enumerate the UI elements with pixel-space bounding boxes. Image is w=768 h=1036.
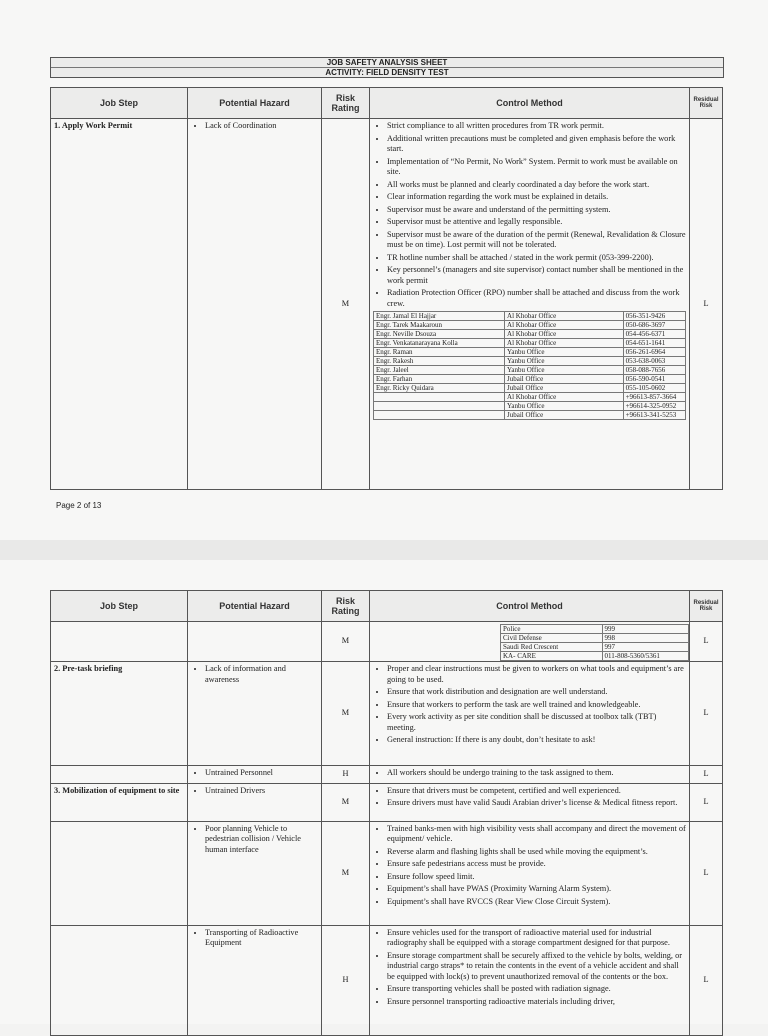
contact-cell: Engr. Rakesh — [374, 357, 505, 366]
contact-cell: 056-351-9426 — [623, 312, 685, 321]
contact-cell: Engr. Raman — [374, 348, 505, 357]
contact-cell: Engr. Ricky Quidara — [374, 384, 505, 393]
activity-title: ACTIVITY: FIELD DENSITY TEST — [325, 68, 449, 77]
contact-row — [374, 411, 686, 420]
control-method-cell — [370, 622, 690, 662]
residual-risk-cell: L — [690, 119, 723, 490]
hazard-cell — [188, 783, 322, 821]
residual-risk-cell: L — [690, 662, 723, 766]
risk-rating-cell: M — [322, 622, 370, 662]
control-item: • Ensure that workers to perform the task are well trained and knowledgeable. — [387, 700, 686, 711]
sheet-title-block — [50, 57, 724, 78]
control-item: • Equipment’s shall have RVCCS (Rear View Close Circuit System). — [387, 897, 686, 908]
col-job-step: Job Step — [51, 591, 188, 622]
document-page-2 — [0, 560, 768, 1024]
contact-cell: Al Khobar Office — [505, 321, 624, 330]
contact-cell: 054-456-6371 — [623, 330, 685, 339]
job-step-cell: 1. Apply Work Permit — [51, 119, 188, 490]
contact-row — [374, 312, 686, 321]
residual-risk-cell: L — [690, 766, 723, 784]
hazard-item: • Untrained Drivers — [205, 786, 318, 797]
control-method-cell — [370, 783, 690, 821]
control-item: • Trained banks-men with high visibility vests shall accompany and direct the movement of equipment/ vehicle. — [387, 824, 686, 845]
contact-cell: Engr. Neville Dsouza — [374, 330, 505, 339]
contact-cell: 053-638-0063 — [623, 357, 685, 366]
col-risk-rating: Risk Rating — [322, 591, 370, 622]
residual-risk-cell: L — [690, 622, 723, 662]
control-method-cell — [370, 662, 690, 766]
control-method-cell — [370, 766, 690, 784]
table-header-row — [51, 88, 723, 119]
control-item: • Implementation of “No Permit, No Work” System. Permit to work must be available on site. — [387, 157, 686, 178]
control-item: • Proper and clear instructions must be given to workers on what tools and equipment’s are going to be used. — [387, 664, 686, 685]
hazard-cell — [188, 925, 322, 1035]
control-item: • All workers should be undergo training to the task assigned to them. — [387, 768, 686, 779]
job-step-cell: 3. Mobilization of equipment to site — [51, 783, 188, 821]
control-list — [373, 786, 686, 809]
contact-row — [374, 321, 686, 330]
contact-cell: 056-590-0541 — [623, 375, 685, 384]
page-number: Page 2 of 13 — [56, 501, 102, 510]
contact-cell: +96614-325-0952 — [623, 402, 685, 411]
contact-row — [374, 330, 686, 339]
control-item: • Ensure that drivers must be competent, certified and well experienced. — [387, 786, 686, 797]
hazard-cell — [188, 662, 322, 766]
contact-cell: +96613-857-3664 — [623, 393, 685, 402]
hazard-item: • Lack of Coordination — [205, 121, 318, 132]
col-control-method: Control Method — [370, 591, 690, 622]
sheet-title: JOB SAFETY ANALYSIS SHEET — [51, 58, 723, 68]
contact-cell: Yanbu Office — [505, 366, 624, 375]
contact-cell: Engr. Jamal El Hajjar — [374, 312, 505, 321]
control-method-cell — [370, 925, 690, 1035]
contact-row — [374, 375, 686, 384]
contact-cell — [374, 393, 505, 402]
emergency-contacts-table — [500, 624, 689, 661]
table-row — [51, 783, 723, 821]
contact-cell: Jubail Office — [505, 375, 624, 384]
risk-rating-cell: H — [322, 925, 370, 1035]
contact-cell: Al Khobar Office — [505, 339, 624, 348]
contact-cell: Yanbu Office — [505, 402, 624, 411]
control-item: • Every work activity as per site condition shall be discussed at toolbox talk (TBT) meeting. — [387, 712, 686, 733]
page-gap — [0, 540, 768, 560]
contact-row — [501, 643, 689, 652]
control-list — [373, 928, 686, 1008]
job-step-cell — [51, 766, 188, 784]
jsa-table-page-2 — [50, 590, 723, 1036]
control-item: • Strict compliance to all written procedures from TR work permit. — [387, 121, 686, 132]
contact-row — [374, 339, 686, 348]
control-method-cell — [370, 119, 690, 490]
contact-cell — [374, 402, 505, 411]
job-step-cell: 2. Pre-task briefing — [51, 662, 188, 766]
control-list — [373, 664, 686, 746]
contact-cell: Jubail Office — [505, 411, 624, 420]
col-potential-hazard: Potential Hazard — [188, 88, 322, 119]
control-item: • Ensure vehicles used for the transport of radioactive material used for industrial radiography shall be equipped with a storage compartment designed for that purpose. — [387, 928, 686, 949]
risk-rating-cell: M — [322, 119, 370, 490]
control-item: • Radiation Protection Officer (RPO) number shall be attached and discuss from the work crew. — [387, 288, 686, 309]
contact-cell: Engr. Farhan — [374, 375, 505, 384]
contact-cell: 999 — [602, 625, 688, 634]
control-item: • General instruction: If there is any doubt, don’t hesitate to ask! — [387, 735, 686, 746]
residual-risk-cell: L — [690, 821, 723, 925]
contact-row — [374, 393, 686, 402]
residual-risk-cell: L — [690, 783, 723, 821]
hazard-cell — [188, 821, 322, 925]
control-item: • Ensure transporting vehicles shall be posted with radiation signage. — [387, 984, 686, 995]
contact-cell: 058-088-7656 — [623, 366, 685, 375]
col-risk-rating: Risk Rating — [322, 88, 370, 119]
table-row — [51, 925, 723, 1035]
contact-cell: Al Khobar Office — [505, 330, 624, 339]
control-item: • Key personnel’s (managers and site supervisor) contact number shall be mentioned in the work permit — [387, 265, 686, 286]
jsa-table-page-1 — [50, 87, 723, 490]
contact-row — [374, 402, 686, 411]
control-list — [373, 824, 686, 908]
hazard-cell — [188, 766, 322, 784]
contact-row — [374, 357, 686, 366]
control-item: • Supervisor must be attentive and legally responsible. — [387, 217, 686, 228]
control-item: • Additional written precautions must be completed and given emphasis before the work start. — [387, 134, 686, 155]
hazard-item: • Lack of information and awareness — [205, 664, 318, 685]
col-control-method: Control Method — [370, 88, 690, 119]
job-step-cell — [51, 821, 188, 925]
contact-cell: Engr. Venkatanarayana Kolla — [374, 339, 505, 348]
control-item: • Ensure personnel transporting radioactive materials including driver, — [387, 997, 686, 1008]
contacts-table — [373, 311, 686, 420]
hazard-cell — [188, 622, 322, 662]
control-item: • Clear information regarding the work must be explained in details. — [387, 192, 686, 203]
contact-row — [374, 366, 686, 375]
contact-cell: Saudi Red Crescent — [501, 643, 603, 652]
control-item: • Supervisor must be aware of the duration of the permit (Renewal, Revalidation & Closure must be on time). Lost permit will not be tolerated. — [387, 230, 686, 251]
control-item: • Ensure safe pedestrians access must be provide. — [387, 859, 686, 870]
contact-cell: 056-261-6964 — [623, 348, 685, 357]
contact-cell: Yanbu Office — [505, 348, 624, 357]
contact-cell: 055-105-0602 — [623, 384, 685, 393]
control-list — [373, 121, 686, 309]
table-row — [51, 622, 723, 662]
control-method-cell — [370, 821, 690, 925]
table-row — [51, 821, 723, 925]
table-row — [51, 766, 723, 784]
control-item: • Ensure that work distribution and designation are well understand. — [387, 687, 686, 698]
contact-cell: Engr. Jaleel — [374, 366, 505, 375]
control-item: • Equipment’s shall have PWAS (Proximity Warning Alarm System). — [387, 884, 686, 895]
contact-cell: Police — [501, 625, 603, 634]
contact-cell — [374, 411, 505, 420]
table-row — [51, 119, 723, 490]
control-item: • Ensure drivers must have valid Saudi Arabian driver’s license & Medical fitness report. — [387, 798, 686, 809]
hazard-cell — [188, 119, 322, 490]
contact-cell: KA- CARE — [501, 652, 603, 661]
contact-cell: 054-651-1641 — [623, 339, 685, 348]
control-list — [373, 768, 686, 779]
contact-cell: Al Khobar Office — [505, 312, 624, 321]
contact-cell: 997 — [602, 643, 688, 652]
risk-rating-cell: H — [322, 766, 370, 784]
contact-row — [501, 652, 689, 661]
control-item: • Ensure storage compartment shall be securely affixed to the vehicle by bolts, welding, or industrial cargo straps* to retain the contents in the event of a vehicle accident and shall be equipped with lock(s) to prevent unauthorized removal of the contents or the box. — [387, 951, 686, 983]
risk-rating-cell: M — [322, 821, 370, 925]
control-item: • Reverse alarm and flashing lights shall be used while moving the equipment’s. — [387, 847, 686, 858]
residual-risk-cell: L — [690, 925, 723, 1035]
contact-row — [374, 384, 686, 393]
hazard-item: • Transporting of Radioactive Equipment — [205, 928, 318, 949]
risk-rating-cell: M — [322, 662, 370, 766]
contact-row — [501, 625, 689, 634]
col-job-step: Job Step — [51, 88, 188, 119]
contact-cell: +96613-341-5253 — [623, 411, 685, 420]
contact-row — [501, 634, 689, 643]
contact-cell: 998 — [602, 634, 688, 643]
control-item: • TR hotline number shall be attached / stated in the work permit (053-399-2200). — [387, 253, 686, 264]
control-item: • All works must be planned and clearly coordinated a day before the work start. — [387, 180, 686, 191]
contact-cell: Al Khobar Office — [505, 393, 624, 402]
risk-rating-cell: M — [322, 783, 370, 821]
contact-cell: Civil Defense — [501, 634, 603, 643]
contact-cell: 011-808-5360/5361 — [602, 652, 688, 661]
contact-cell: 050-686-3697 — [623, 321, 685, 330]
contact-row — [374, 348, 686, 357]
control-item: • Supervisor must be aware and understand of the permitting system. — [387, 205, 686, 216]
contact-cell: Yanbu Office — [505, 357, 624, 366]
col-residual-risk: Residual Risk — [690, 591, 723, 622]
col-residual-risk: Residual Risk — [690, 88, 723, 119]
hazard-item: • Untrained Personnel — [205, 768, 318, 779]
contact-cell: Engr. Tarek Maakaroun — [374, 321, 505, 330]
control-item: • Ensure follow speed limit. — [387, 872, 686, 883]
job-step-cell — [51, 925, 188, 1035]
table-row — [51, 662, 723, 766]
hazard-item: • Poor planning Vehicle to pedestrian collision / Vehicle human interface — [205, 824, 318, 856]
col-potential-hazard: Potential Hazard — [188, 591, 322, 622]
table-header-row — [51, 591, 723, 622]
contact-cell: Jubail Office — [505, 384, 624, 393]
job-step-cell — [51, 622, 188, 662]
